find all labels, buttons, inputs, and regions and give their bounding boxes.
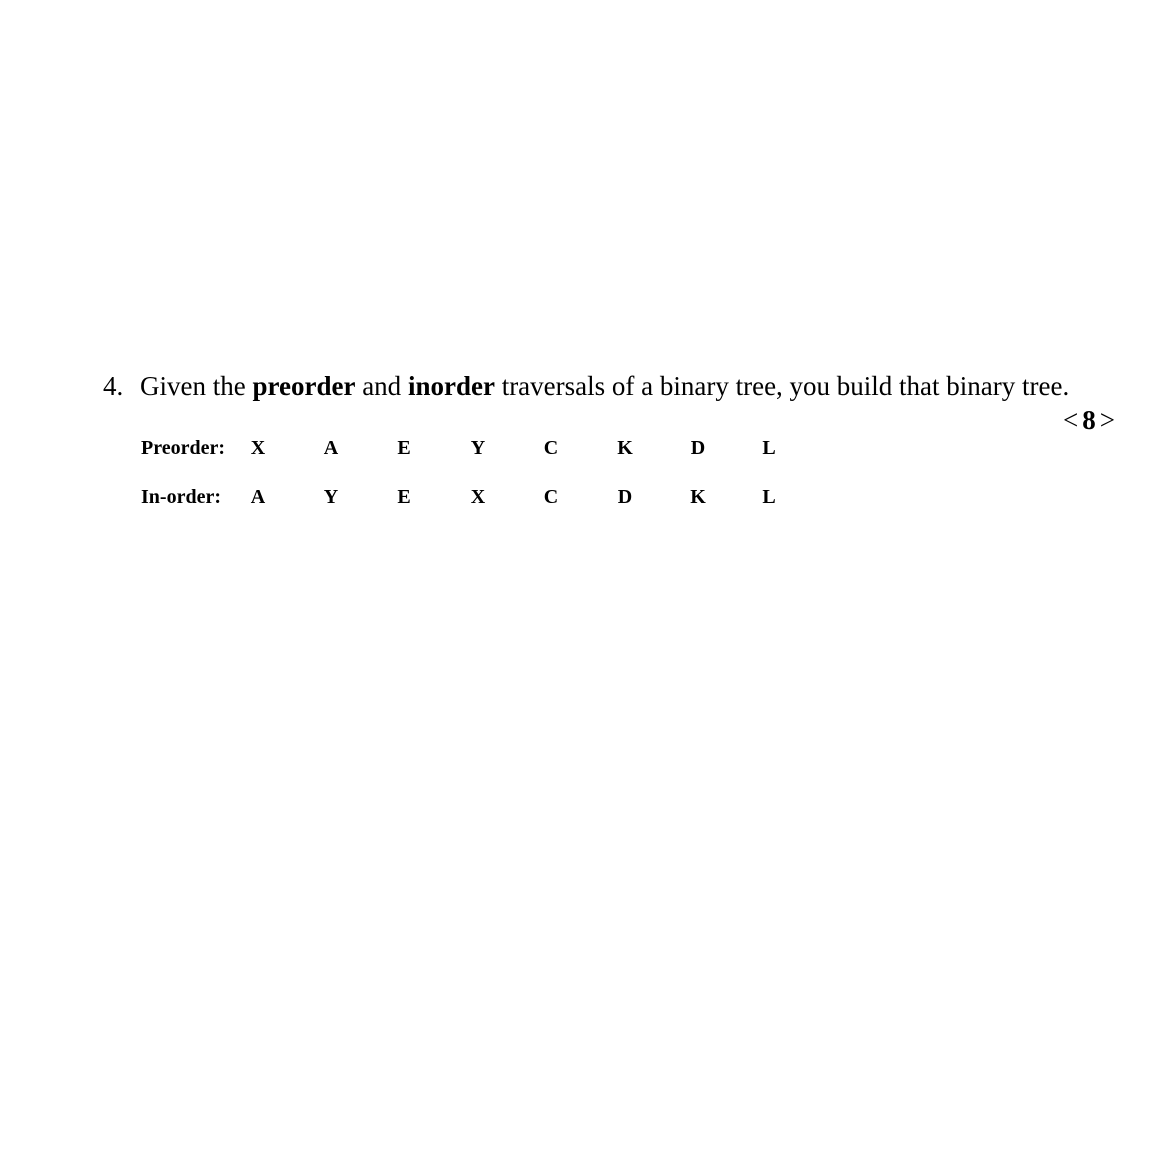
marks-indicator <box>1063 400 1115 440</box>
inorder-letter: K <box>690 486 706 508</box>
question-number: 4. <box>103 371 124 401</box>
inorder-letter: L <box>762 486 776 508</box>
preorder-letter: Y <box>470 437 486 459</box>
preorder-letter: C <box>543 437 559 459</box>
inorder-letter: Y <box>323 486 339 508</box>
preorder-letter: X <box>250 437 266 459</box>
preorder-letter: E <box>397 437 411 459</box>
preorder-letter: L <box>762 437 776 459</box>
preorder-letter: K <box>617 437 633 459</box>
question-text-part: traversals of a binary tree, you build that binary tree. <box>494 371 1070 401</box>
inorder-letter: E <box>397 486 411 508</box>
inorder-letter: X <box>470 486 486 508</box>
preorder-keyword: preorder <box>252 371 356 401</box>
marks-value: 8 <box>1082 405 1096 435</box>
inorder-letter: C <box>543 486 559 508</box>
inorder-letter: A <box>250 486 266 508</box>
marks-close-bracket: > <box>1099 405 1115 435</box>
preorder-label: Preorder: <box>141 437 226 459</box>
preorder-letter: D <box>690 437 706 459</box>
inorder-keyword: inorder <box>407 371 495 401</box>
inorder-letter: D <box>617 486 633 508</box>
question-text-part: and <box>355 371 408 401</box>
inorder-label: In-order: <box>141 486 221 508</box>
question-text-part: Given the <box>140 371 253 401</box>
preorder-letter: A <box>323 437 339 459</box>
question-text <box>103 366 1069 406</box>
marks-open-bracket: < <box>1063 405 1079 435</box>
